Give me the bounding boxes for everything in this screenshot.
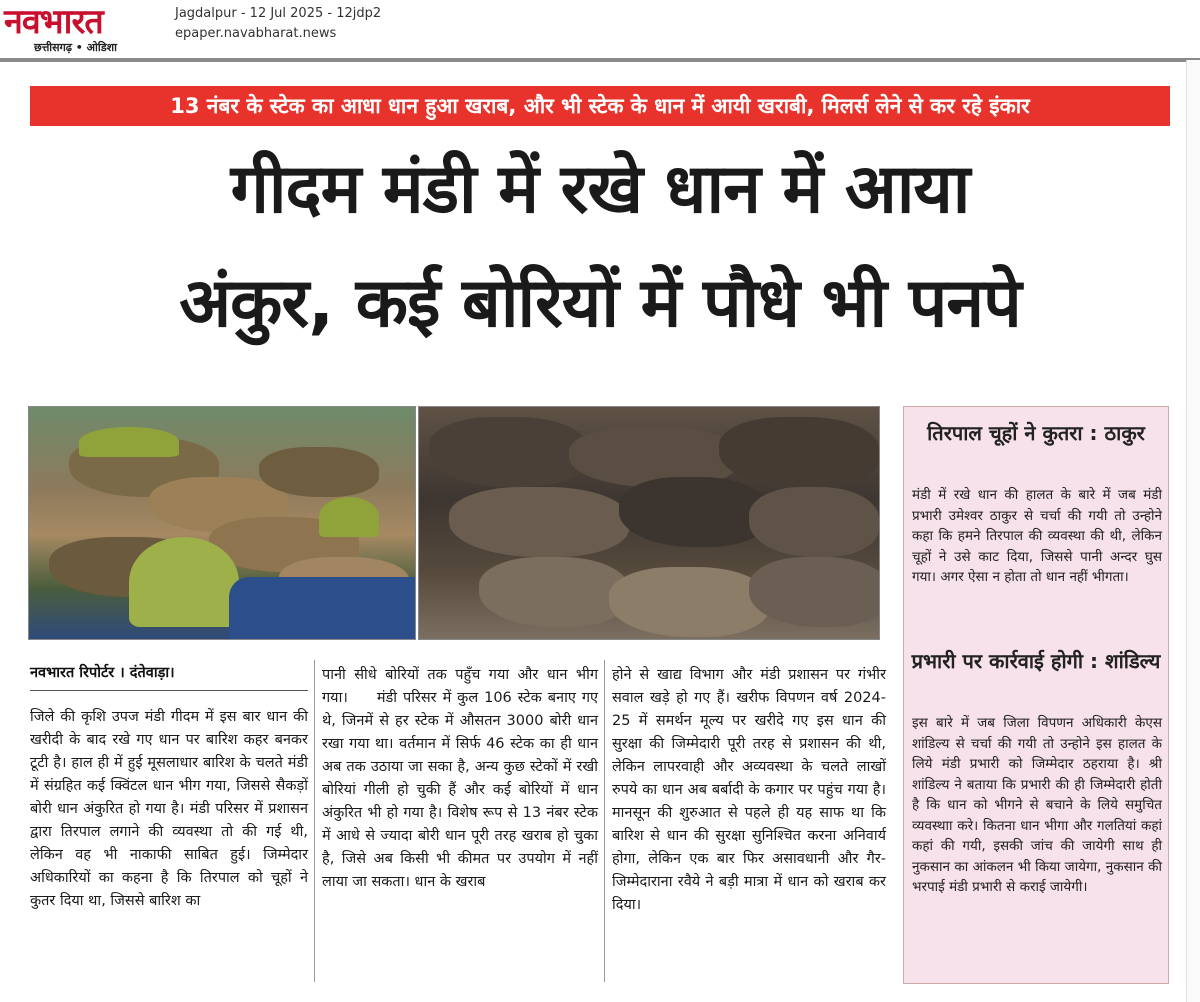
column-divider	[604, 660, 605, 982]
sidebar-heading-2: प्रभारी पर कार्रवाई होगी : शांडिल्य	[911, 649, 1161, 673]
edition-info: Jagdalpur - 12 Jul 2025 - 12jdp2	[175, 6, 382, 21]
article-column-1: जिले की कृशि उपज मंडी गीदम में इस बार धान की खरीदी के बाद रखे गए धान पर बारिश कहर बनकर टूटी है। हाल ही में हुई मूसलाधार बारिश के चलते मंडी में संग्रहित कई क्विंटल धान भीग गया, जिससे सैकड़ों बोरी धान अंकुरित हो गया है। मंडी परिसर में प्रशासन द्वारा तिरपाल लगाने की व्यवस्था तो की गई थी, लेकिन वह भी नाकाफी साबित हुई। जिम्मेदार अधिकारियों का कहना है कि तिरपाल को चूहों ने कुतर दिया था, जिससे बारिश का	[30, 709, 308, 909]
photo-moldy-stack	[418, 406, 880, 640]
sidebar-heading-1: तिरपाल चूहों ने कुतरा : ठाकुर	[927, 421, 1145, 445]
headline-line-1: गीदम मंडी में रखे धान में आया	[230, 150, 970, 229]
article-column-2: पानी सीधे बोरियों तक पहुँच गया और धान भीग गया। मंडी परिसर में कुल 106 स्टेक बनाए गए थे, जिनमें से हर स्टेक में औसतन 3000 बोरी धान रखा गया था। वर्तमान में सिर्फ 46 स्टेक का ही धान अब तक उठाया जा सका है, अन्य कुछ स्टेकों में रखी बोरियां गीली हो चुकी हैं और कई बोरियों में धान अंकुरित भी हो गया है। विशेष रूप से 13 नंबर स्टेक में आधे से ज्यादा बोरी धान पूरी तरह खराब हो चुका है, जिसे अब किसी भी कीमत पर उपयोग में नहीं लाया जा सकता। धान के खराब	[322, 667, 598, 890]
newspaper-logo[interactable]: नवभारत	[4, 2, 103, 42]
header-divider	[0, 58, 1200, 62]
byline: नवभारत रिपोर्टर । दंतेवाड़ा।	[30, 665, 175, 681]
column-divider	[314, 660, 315, 982]
logo-subtitle: छत्तीसगढ़ • ओडिशा	[34, 41, 117, 54]
headline-line-2: अंकुर, कई बोरियों में पौधे भी पनपे	[179, 264, 1021, 343]
sidebar-text-2: इस बारे में जब जिला विपणन अधिकारी केएस शांडिल्य से चर्चा की गयी तो उन्होने इस हालत के लिये मंडी प्रभारी को जिम्मेदार ठहराया है। श्री शांडिल्य ने बताया कि प्रभारी की ही जिम्मेदारी होती है कि धान को भीगने से बचाने के लिये समुचित व्यवस्थाा करे। कितना धान भीगा और गलतियां कहां कहां की गयी, इसकी जांच की जायेगी साथ ही नुकसान का आंकलन भी किया जायेगा, नुकसान की भरपाई मंडी प्रभारी से कराई जायेगी।	[912, 715, 1162, 895]
byline-divider	[30, 690, 308, 691]
article-column-3: होने से खाद्य विभाग और मंडी प्रशासन पर गंभीर सवाल खड़े हो गए हैं। खरीफ विपणन वर्ष 2024-25 में समर्थन मूल्य पर खरीदे गए इस धान की सुरक्षा की जिम्मेदारी पूरी तरह से प्रशासन की थी, लेकिन लापरवाही और अव्यवस्था के चलते लाखों रुपये का धान अब बर्बादी के कगार पर पहुंच गया है। मानसून की शुरुआत से पहले ही यह साफ था कि बारिश से धान की सुरक्षा सुनिश्चित करना अनिवार्य होगा, लेकिन एक बार फिर असावधानी और गैर-जिम्मेदाराना रवैये ने बड़ी मात्रा में धान को खराब कर दिया।	[612, 667, 886, 913]
kicker-strip: 13 नंबर के स्टेक का आधा धान हुआ खराब, और भी स्टेक के धान में आयी खराबी, मिलर्स लेने से कर रहे इंकार	[30, 86, 1170, 126]
site-url[interactable]: epaper.navabharat.news	[175, 26, 337, 41]
adjacent-page-edge	[1186, 60, 1200, 1002]
sidebar-box	[903, 406, 1169, 984]
sidebar-text-1: मंडी में रखे धान की हालत के बारे में जब मंडी प्रभारी उमेश्वर ठाकुर से चर्चा की गयी तो उन्होने कहा कि हमने तिरपाल की व्यवस्था की थी, लेकिन चूहों ने उसे काट दिया, जिससे पानी अन्दर घुस गया। अगर ऐसा न होता तो धान नहीं भीगता।	[912, 487, 1162, 585]
photo-sprouting-sacks	[28, 406, 416, 640]
